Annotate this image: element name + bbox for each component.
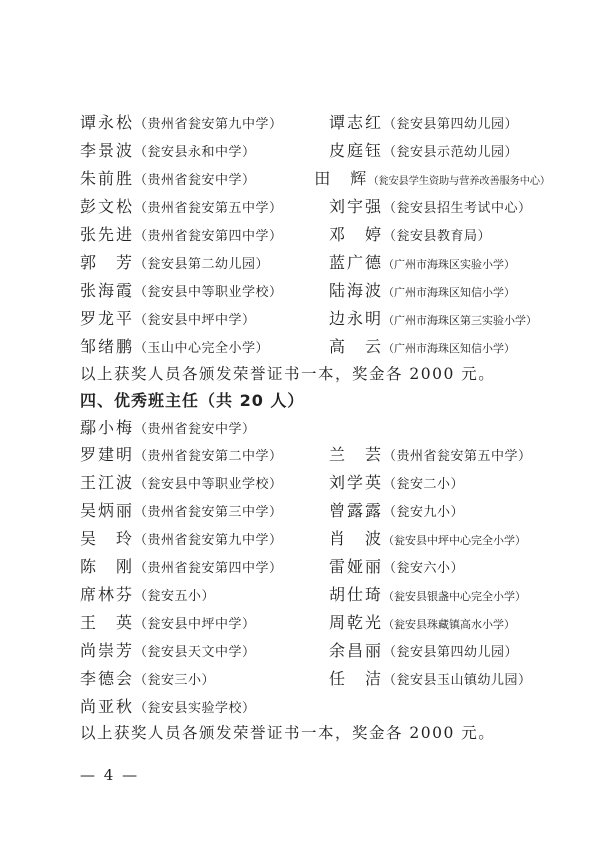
awardee-name: 皮庭钰 [329,140,384,160]
awardee-org: （瓮安县实验学校） [134,700,256,716]
awardee-left [80,582,329,605]
awardee-left [80,442,329,465]
awardee-name: 兰 芸 [329,444,384,464]
awardee-org: （瓮安县招生考试中心） [383,200,532,216]
awardee-name: 邹绪鹏 [80,336,135,356]
awardee-org: （广州市海珠区知信小学） [383,285,516,299]
awardee-name: 胡仕琦 [329,584,384,604]
award-row [80,439,550,467]
awardee-org: （贵州省瓮安第四中学） [134,560,283,576]
awardee-left [80,166,314,189]
award-row [80,163,550,191]
awardee-name: 周乾光 [329,612,384,632]
awardee-org: （瓮安县学生资助与营养改善服务中心） [368,174,550,187]
awardee-left [80,470,329,493]
award-row [80,191,550,219]
awardee-left [80,138,329,161]
awardee-name: 张海霞 [80,280,135,300]
awardee-name: 田 辉 [314,168,369,188]
awardee-right [314,166,550,189]
awardee-right [329,250,515,273]
awardee-org: （广州市海珠区知信小学） [383,341,516,355]
awardee-org: （瓮安九小） [383,504,465,520]
award-row [80,635,550,663]
awardee-name: 罗建明 [80,444,135,464]
awardee-org: （贵州省瓮安第三中学） [134,504,283,520]
awardee-org: （贵州省瓮安第四中学） [134,228,283,244]
awardee-name: 鄢小梅 [80,417,135,437]
awardee-name: 蓝广德 [329,252,384,272]
award-note-text: 以上获奖人员各颁发荣誉证书一本，奖金各 2000 元。 [80,724,496,742]
awardee-org: （瓮安县天文中学） [134,644,256,660]
awardee-org: （瓮安县第四幼儿园） [383,116,519,132]
awardee-right [329,470,464,493]
awardee-name: 郭 芳 [80,252,135,272]
awardee-name: 王 英 [80,612,135,632]
awardee-org: （瓮安县中坪中学） [134,312,256,328]
awardee-org: （瓮安县示范幼儿园） [383,144,519,160]
awardee-org: （贵州省瓮安第九中学） [134,116,283,132]
awardee-name: 肖 波 [329,528,384,548]
awardee-org: （瓮安县中等职业学校） [134,476,283,492]
awardee-name: 刘宇强 [329,196,384,216]
section-heading [80,385,550,413]
awardee-right [329,138,518,161]
award-note-text: 以上获奖人员各颁发荣誉证书一本，奖金各 2000 元。 [80,365,496,383]
award-note [80,718,550,746]
awardee-name: 朱前胜 [80,168,135,188]
awardee-name: 陆海波 [329,280,384,300]
awardee-name: 罗龙平 [80,308,135,328]
awardee-org: （贵州省瓮安第五中学） [134,200,283,216]
awardee-right [329,610,515,633]
award-row [80,275,550,303]
awardee-org: （瓮安三小） [134,672,216,688]
awardee-org: （贵州省瓮安中学） [134,421,256,437]
awardee-name: 曾露露 [329,500,384,520]
awardee-name: 王江波 [80,472,135,492]
awardee-right [329,110,518,133]
award-row [80,331,550,359]
award-row [80,247,550,275]
awardee-right [329,222,491,245]
awardee-org: （瓮安六小） [383,560,465,576]
awardee-org: （贵州省瓮安第五中学） [383,448,532,464]
awardee-left [80,334,329,357]
awardee-left [80,306,329,329]
awardee-left [80,610,329,633]
awardee-name: 尚崇芳 [80,640,135,660]
awardee-left [80,554,329,577]
awardee-org: （瓮安五小） [134,588,216,604]
awardee-org: （广州市海珠区实验小学） [383,257,516,271]
award-row [80,663,550,691]
awardee-right [329,278,515,301]
award-row [80,303,550,331]
awardee-org: （瓮安县教育局） [383,228,492,244]
awardee-name: 席林芬 [80,584,135,604]
awardee-right [329,442,532,465]
awardee-name: 谭永松 [80,112,135,132]
award-row [80,495,550,523]
awardee-org: （贵州省瓮安第二中学） [134,448,283,464]
awardee-name: 陈 刚 [80,556,135,576]
awardee-right [329,666,532,689]
awardee-org: （瓮安县中坪中心完全小学） [383,533,527,547]
awardee-name: 李德会 [80,668,135,688]
awardee-left [80,638,329,661]
award-row [80,579,550,607]
award-row [80,691,550,719]
awardee-name: 边永明 [329,308,384,328]
awardee-right [329,526,526,549]
section-heading-text: 四、优秀班主任（共 20 人） [80,390,305,410]
awardee-org: （瓮安县银盏中心完全小学） [383,589,527,603]
awardee-org: （瓮安县中等职业学校） [134,284,283,300]
awardee-name: 高 云 [329,336,384,356]
award-row [80,135,550,163]
awardee-name: 谭志红 [329,112,384,132]
awardee-left [80,222,329,245]
awardee-name: 吴炳丽 [80,500,135,520]
awardee-name: 张先进 [80,224,135,244]
awardee-right [329,638,518,661]
award-row [80,523,550,551]
awardee-left [80,278,329,301]
awardee-right [329,334,515,357]
award-row [80,467,550,495]
awardee-name: 尚亚秋 [80,696,135,716]
page-number: — 4 — [80,766,140,784]
awardee-name: 彭文松 [80,196,135,216]
awardee-name: 吴 玲 [80,528,135,548]
awardee-name: 雷娅丽 [329,556,384,576]
award-row [80,607,550,635]
awardee-org: （瓮安县第四幼儿园） [383,644,519,660]
awardee-org: （贵州省瓮安中学） [134,172,256,188]
awardee-left [80,526,329,549]
awardee-name: 余昌丽 [329,640,384,660]
awardee-left [80,194,329,217]
awardee-org: （瓮安县中坪中学） [134,616,256,632]
awardee-right [329,194,532,217]
award-row [80,551,550,579]
award-row [80,219,550,247]
awardee-left [80,110,329,133]
award-row [80,412,550,440]
awardee-org: （广州市海珠区第三实验小学） [383,313,538,327]
awardee-org: （贵州省瓮安第九中学） [134,532,283,548]
awardee-org: （瓮安县珠藏镇高水小学） [383,617,516,631]
awardee-org: （瓮安二小） [383,476,465,492]
awardee-right [329,582,526,605]
awardee-left [80,415,256,438]
awardee-name: 刘学英 [329,472,384,492]
awardee-name: 邓 婷 [329,224,384,244]
awardee-right [329,306,537,329]
awardee-left [80,250,329,273]
awardee-org: （瓮安县第二幼儿园） [134,256,270,272]
award-note [80,359,550,387]
awardee-right [329,554,464,577]
awardee-right [329,498,464,521]
awardee-left [80,694,256,717]
awardee-name: 李景波 [80,140,135,160]
award-row [80,107,550,135]
awardee-org: （瓮安县玉山镇幼儿园） [383,672,532,688]
awardee-org: （瓮安县永和中学） [134,144,256,160]
awardee-org: （玉山中心完全小学） [134,340,270,356]
awardee-name: 任 洁 [329,668,384,688]
awardee-left [80,666,329,689]
awardee-left [80,498,329,521]
